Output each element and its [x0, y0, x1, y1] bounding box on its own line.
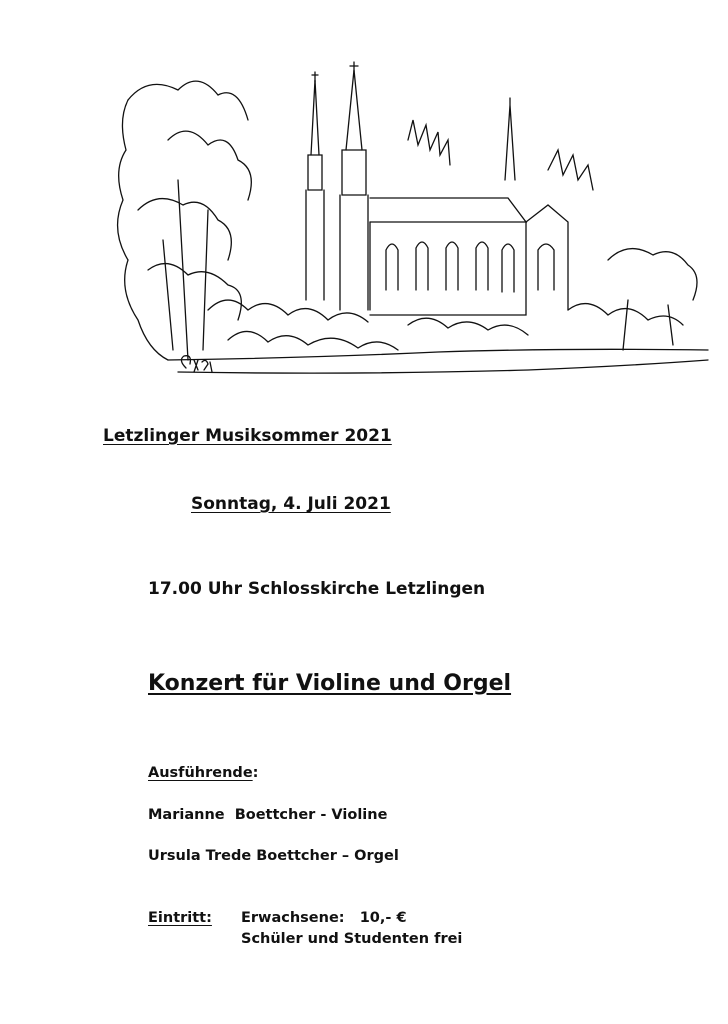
admission-students: Schüler und Studenten frei — [241, 931, 463, 947]
performers-heading-label: Ausführende — [148, 765, 253, 781]
performer-violin: Marianne Boettcher - Violine — [148, 807, 388, 823]
performer-organ: Ursula Trede Boettcher – Orgel — [148, 848, 399, 864]
time-location: 17.00 Uhr Schlosskirche Letzlingen — [148, 579, 486, 599]
concert-date: Sonntag, 4. Juli 2021 — [191, 494, 391, 514]
admission-adults: Erwachsene: 10,- € — [241, 910, 407, 926]
concert-title: Konzert für Violine und Orgel — [148, 671, 512, 696]
performers-heading — [148, 765, 258, 781]
church-sketch-illustration — [108, 60, 714, 390]
admission-label: Eintritt: — [148, 910, 212, 926]
series-title: Letzlinger Musiksommer 2021 — [103, 426, 392, 446]
performers-heading-colon: : — [252, 765, 259, 781]
